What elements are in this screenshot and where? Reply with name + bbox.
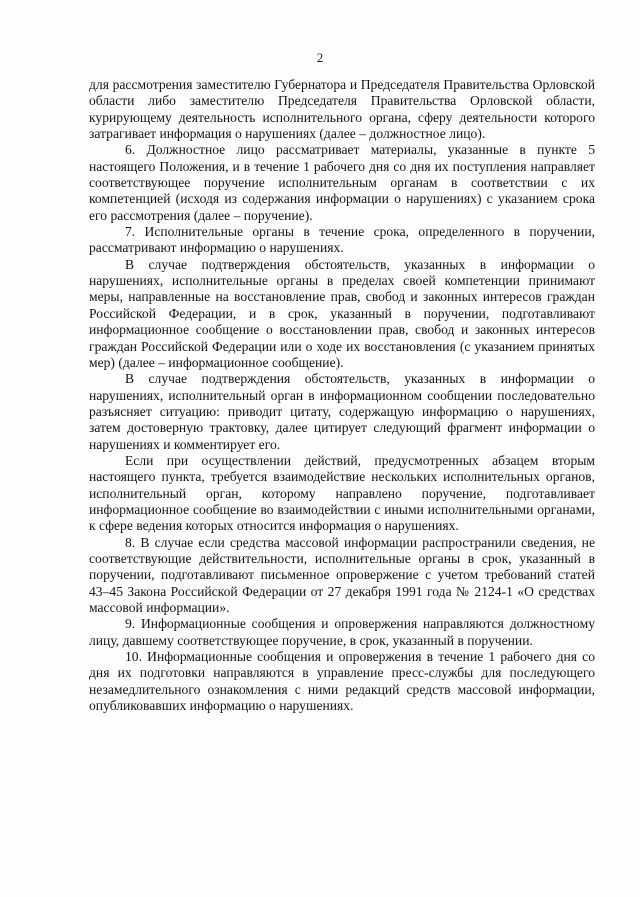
paragraph-item-9: 9. Информационные сообщения и опровержения направляются должностному лицу, давшему соответствующее поручение, в срок, указанный в поручении. (89, 616, 595, 648)
paragraph-item-10: 10. Информационные сообщения и опровержения в течение 1 рабочего дня со дня их подготовки направляются в управление пресс-службы для последующего незамедлительного ознакомления с ними редакций средств массовой информации, опубликовавших информацию о нарушениях. (89, 649, 595, 714)
paragraph-item-7-interaction: Если при осуществлении действий, предусмотренных абзацем вторым настоящего пункта, требуется взаимодействие нескольких исполнительных органов, исполнительный орган, которому направлено поручение, подготавливает информационное сообщение во взаимодействии с иными исполнительными органами, к сфере ведения которых относится информация о нарушениях. (89, 452, 595, 534)
page-number: 2 (316, 50, 324, 65)
paragraph-item-7: 7. Исполнительные органы в течение срока, определенного в поручении, рассматривают информацию о нарушениях. (89, 224, 595, 256)
document-body (89, 77, 595, 714)
paragraph-item-6: 6. Должностное лицо рассматривает материалы, указанные в пункте 5 настоящего Положения, и в течение 1 рабочего дня со дня их поступления направляет соответствующее поручение исполнительным органам в соответствии с их компетенцией (исходя из содержания информации о нарушениях) с указанием срока его рассмотрения (далее – поручение). (89, 142, 595, 223)
paragraph-item-8: 8. В случае если средства массовой информации распространили сведения, не соответствующие действительности, исполнительные органы в срок, указанный в поручении, подготавливают письменное опровержение с учетом требований статей 43–45 Закона Российской Федерации от 27 декабря 1991 года № 2124-1 «О средствах массовой информации». (89, 534, 595, 615)
paragraph-item-7-explanation: В случае подтверждения обстоятельств, указанных в информации о нарушениях, исполнительный орган в информационном сообщении последовательно разъясняет ситуацию: приводит цитату, содержащую информацию о нарушениях, затем достоверную трактовку, далее цитирует следующий фрагмент информации о нарушениях и комментирует его. (89, 371, 595, 452)
paragraph-item-7-confirmation: В случае подтверждения обстоятельств, указанных в информации о нарушениях, исполнительные органы в пределах своей компетенции принимают меры, направленные на восстановление прав, свобод и законных интересов граждан Российской Федерации, и в срок, указанный в поручении, подготавливают информационное сообщение о восстановлении прав, свобод и законных интересов граждан Российской Федерации или о ходе их восстановления (с указанием принятых мер) (далее – информационное сообщение). (89, 256, 595, 370)
paragraph-continuation: для рассмотрения заместителю Губернатора и Председателя Правительства Орловской области либо заместителю Председателя Правительства Орловской области, курирующему деятельность исполнительного органа, сферу деятельности которого затрагивает информация о нарушениях (далее – должностное лицо). (89, 77, 595, 142)
